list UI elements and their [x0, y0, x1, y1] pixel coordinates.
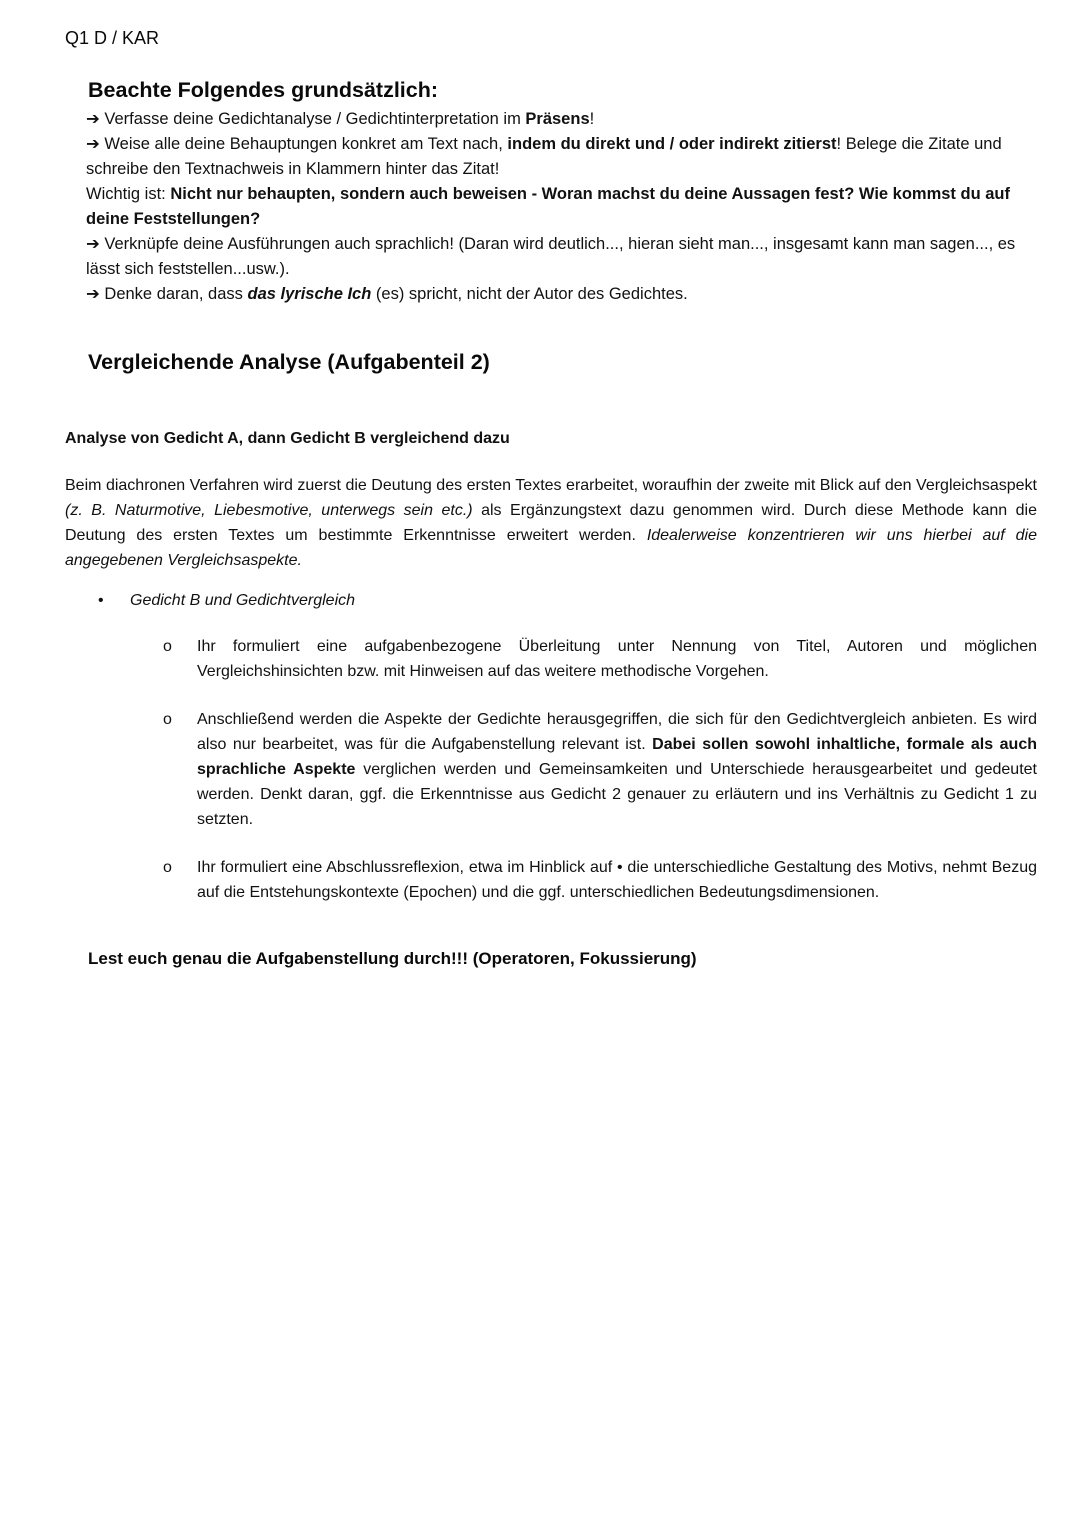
compare-subheading: Analyse von Gedicht A, dann Gedicht B vergleichend dazu	[65, 430, 510, 447]
basics-item-verknuepfen: ➔ Verknüpfe deine Ausführungen auch sprachlich! (Daran wird deutlich..., hieran sieht man..., insgesamt kann man sagen..., es lässt sich feststellen...usw.).	[86, 235, 1016, 278]
compare-section-heading: Vergleichende Analyse (Aufgabenteil 2)	[88, 350, 490, 374]
sub-bullet-text: Ihr formuliert eine Abschlussreflexion, etwa im Hinblick auf • die unterschiedliche Gestaltung des Motivs, nehmt Bezug auf die Entstehungskontexte (Epochen) und die ggf. unterschiedlichen Bedeutungsdimensionen.	[197, 859, 1037, 901]
sub-bullet-abschlussreflexion	[65, 855, 1037, 905]
basics-item-praesens: ➔ Verfasse deine Gedichtanalyse / Gedichtinterpretation im Präsens!	[86, 110, 595, 128]
basics-heading: Beachte Folgendes grundsätzlich:	[88, 78, 439, 102]
sub-bullet-text: Ihr formuliert eine aufgabenbezogene Überleitung unter Nennung von Titel, Autoren und möglichen Vergleichshinsichten bzw. mit Hinweisen auf das weitere methodische Vorgehen.	[197, 638, 1037, 680]
closing-instruction: Lest euch genau die Aufgabenstellung durch!!! (Operatoren, Fokussierung)	[88, 949, 697, 968]
basics-item-zitieren: ➔ Weise alle deine Behauptungen konkret am Text nach, indem du direkt und / oder indirekt zitierst! Belege die Zitate und schreibe den Textnachweis in Klammern hinter das Zitat!	[86, 135, 1002, 178]
bullet-icon: •	[98, 592, 104, 609]
basics-item-wichtig: Wichtig ist: Nicht nur behaupten, sondern auch beweisen - Woran machst du deine Aussagen fest? Wie kommst du auf deine Feststellungen?	[86, 185, 1011, 228]
bullet-gedicht-b	[65, 590, 1037, 611]
circle-bullet-icon: o	[163, 859, 172, 876]
section-basics	[86, 76, 1037, 307]
sub-bullet-aspekte	[65, 707, 1037, 832]
sub-bullet-text: Anschließend werden die Aspekte der Gedichte herausgegriffen, die sich für den Gedichtvergleich anbieten. Es wird also nur bearbeitet, was für die Aufgabenstellung relevant ist. Dabei sollen sowohl inhaltliche, formale als auch sprachliche Aspekte verglichen werden und Gemeinsamkeiten und Unterschiede herausgearbeitet und gedeutet werden. Denkt daran, ggf. die Erkenntnisse aus Gedicht 2 genauer zu erläutern und ins Verhältnis zu Gedicht 1 zu setzten.	[197, 711, 1037, 828]
sub-bullet-ueberleitung	[65, 634, 1037, 684]
method-paragraph: Beim diachronen Verfahren wird zuerst die Deutung des ersten Textes erarbeitet, woraufhin der zweite mit Blick auf den Vergleichsaspekt (z. B. Naturmotive, Liebesmotive, unterwegs sein etc.) als Ergänzungstext dazu genommen wird. Durch diese Methode kann die Deutung des ersten Textes um bestimmte Erkenntnisse erweitert werden. Idealerweise konzentrieren wir uns hierbei auf die angegebenen Vergleichsaspekte.	[65, 477, 1037, 569]
circle-bullet-icon: o	[163, 711, 172, 728]
circle-bullet-icon: o	[163, 638, 172, 655]
basics-item-lyrisches-ich: ➔ Denke daran, dass das lyrische Ich (es) spricht, nicht der Autor des Gedichtes.	[86, 285, 688, 303]
bullet-label: Gedicht B und Gedichtvergleich	[130, 592, 356, 609]
document-code: Q1 D / KAR	[65, 28, 160, 48]
